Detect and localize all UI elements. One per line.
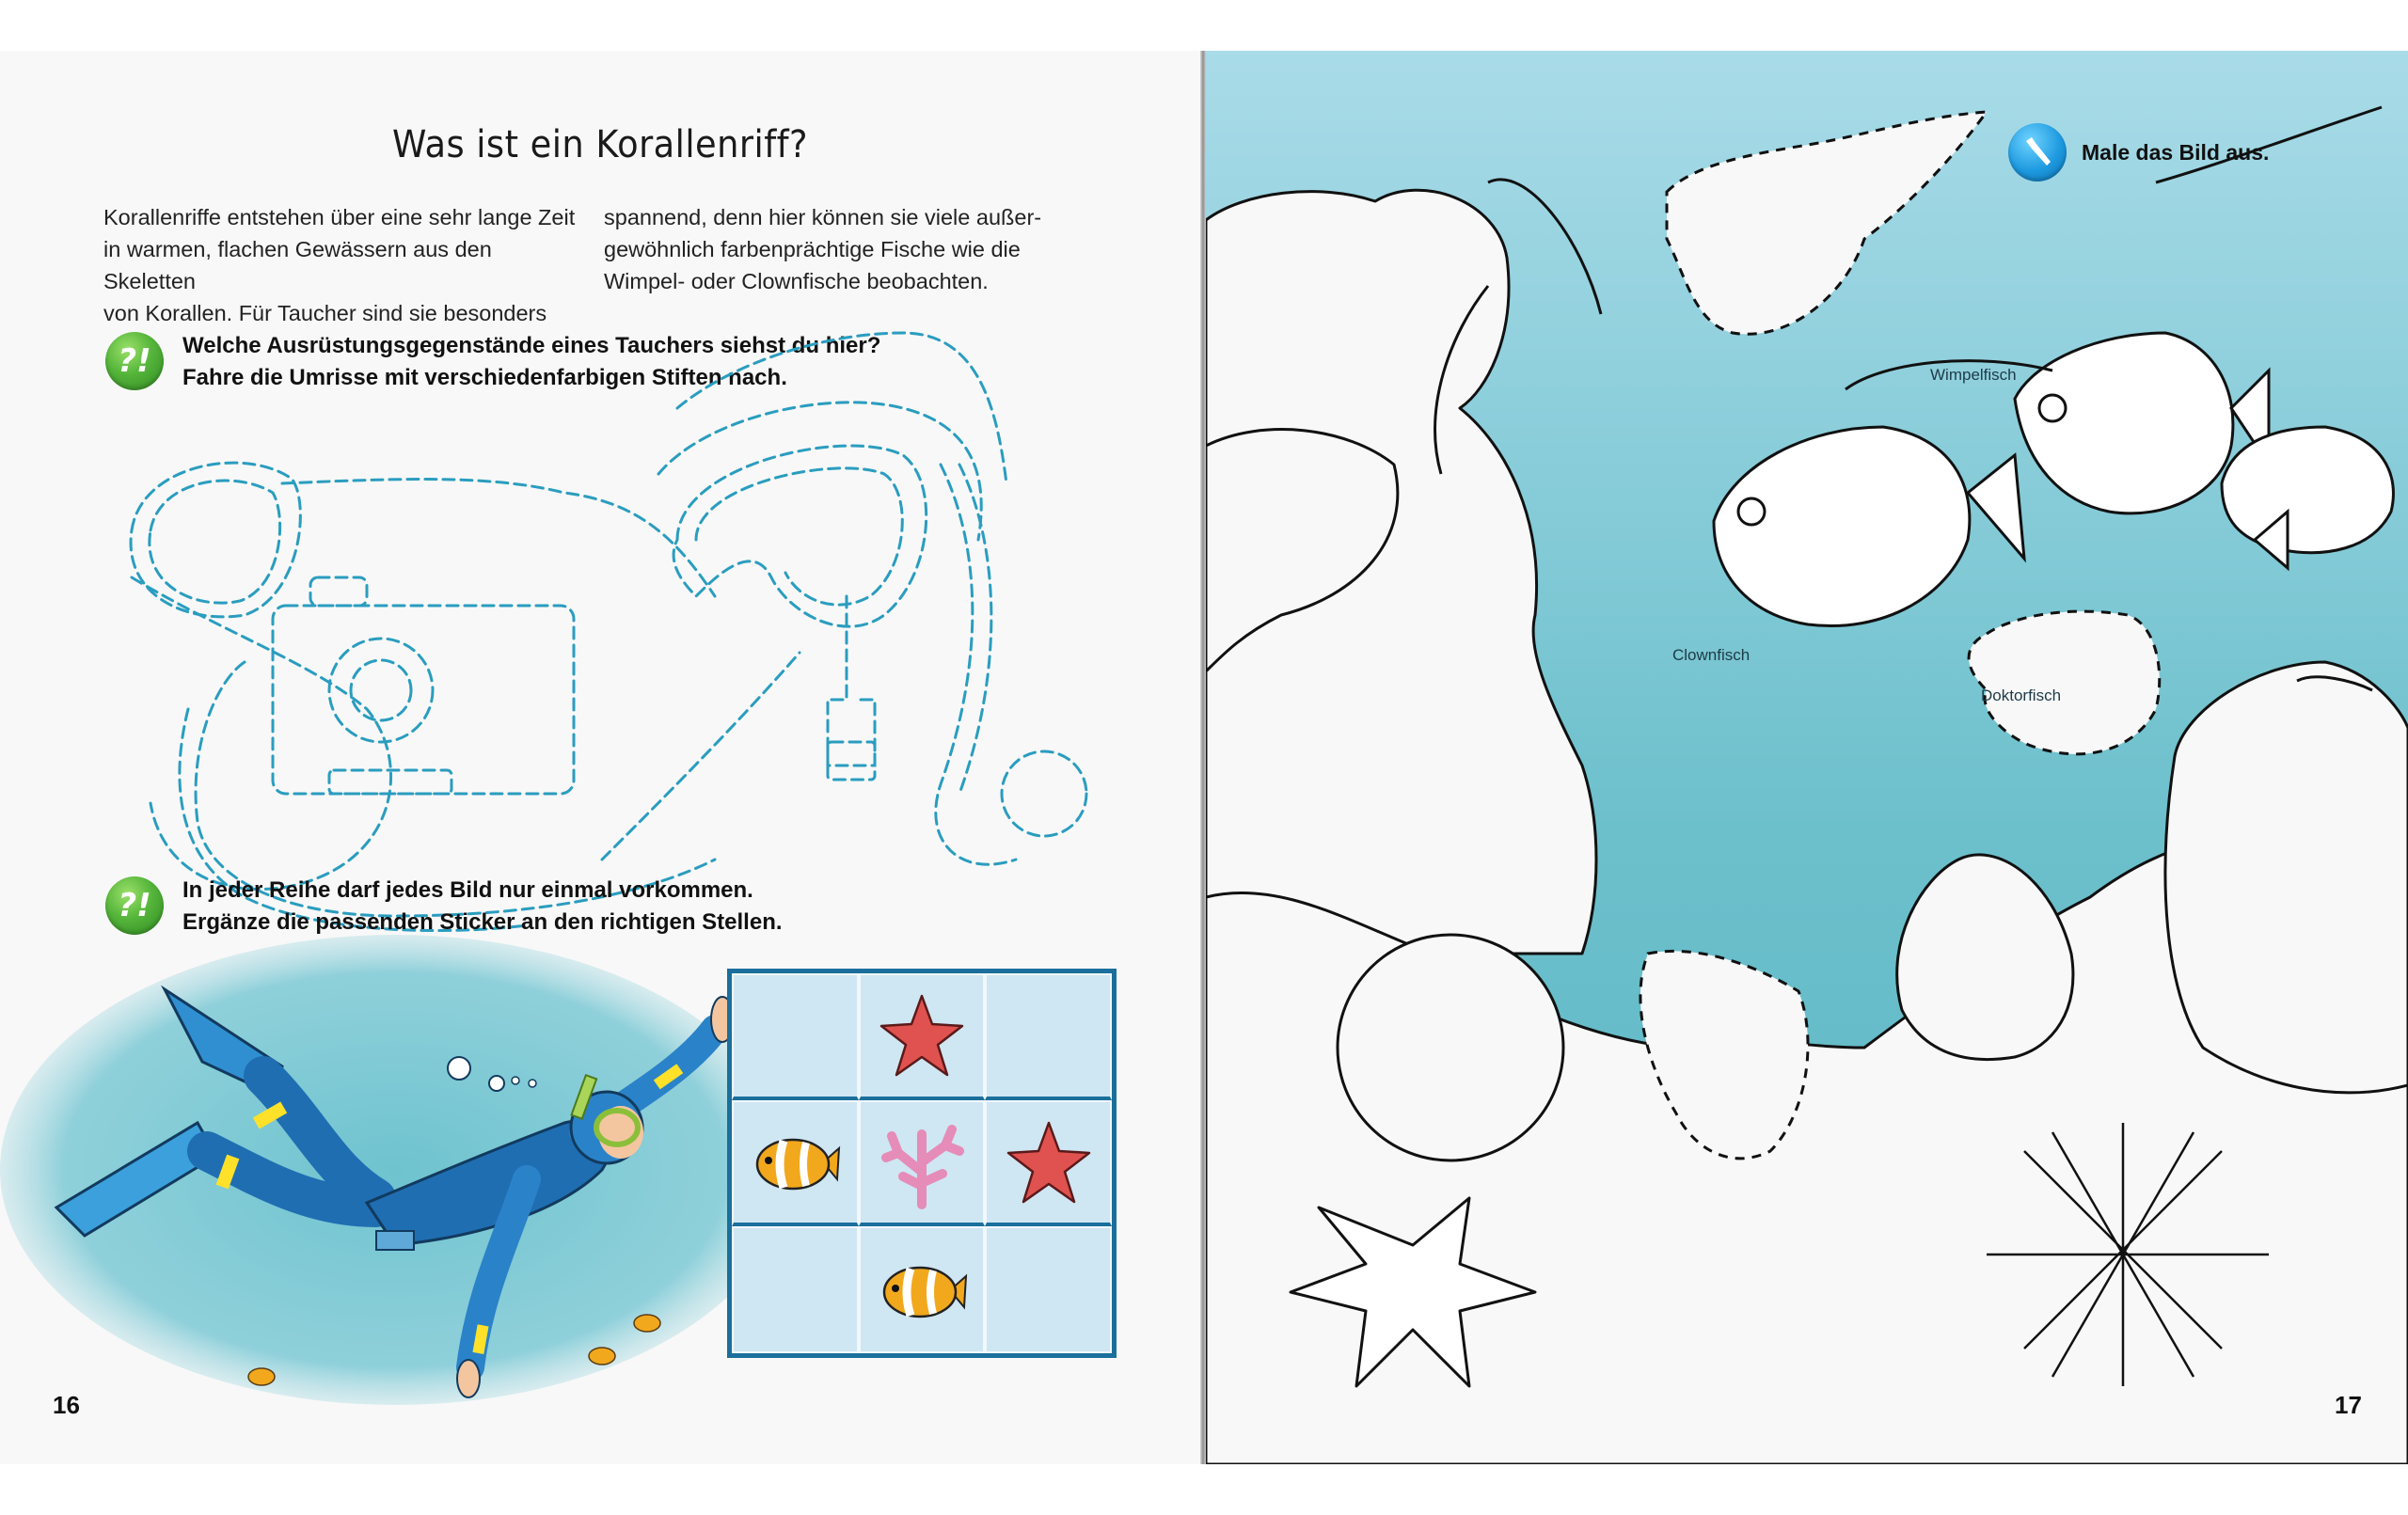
task-line: Welche Ausrüstungsgegenstände eines Tauchers siehst du hier? [182, 333, 881, 358]
paint-instruction-label: Male das Bild aus. [2082, 139, 2270, 165]
grid-cell-clownfish [859, 1226, 986, 1353]
coral-icon [875, 1115, 969, 1209]
task-line: Ergänze die passenden Sticker an den richtigen Stellen. [182, 909, 783, 935]
grid-cell-empty[interactable] [985, 973, 1112, 1100]
task-line: In jeder Reihe darf jedes Bild nur einmal vorkommen. [182, 877, 753, 903]
grid-cell-starfish [859, 973, 986, 1100]
paintbrush-icon [2008, 123, 2067, 181]
intro-line: gewöhnlich farbenprächtige Fische wie die [604, 237, 1021, 261]
question-exclamation-icon: ?! [105, 332, 164, 390]
label-wimpelfisch: Wimpelfisch [1930, 366, 2017, 384]
question-exclamation-icon: ?! [105, 876, 164, 935]
book-spread [0, 51, 2408, 1464]
task-line: Fahre die Umrisse mit verschiedenfarbigen Stiften nach. [182, 365, 787, 390]
paint-instruction [2008, 123, 2269, 181]
grid-cell-empty[interactable] [732, 1226, 859, 1353]
page-number-right: 17 [2335, 1391, 2362, 1419]
grid-cell-coral [859, 1100, 986, 1227]
grid-cell-empty[interactable] [732, 973, 859, 1100]
page-title: Was ist ein Korallenriff? [391, 123, 809, 166]
grid-cell-starfish [985, 1100, 1112, 1227]
label-doktorfisch: Doktorfisch [1981, 686, 2062, 704]
left-page [0, 51, 1200, 1464]
right-page [1206, 51, 2408, 1464]
page-number-left: 16 [53, 1391, 80, 1419]
intro-line: in warmen, flachen Gewässern aus den Skeletten [103, 237, 492, 293]
sticker-sudoku-grid [727, 969, 1117, 1358]
clownfish-icon [748, 1115, 842, 1209]
grid-cell-empty[interactable] [985, 1226, 1112, 1353]
intro-line: von Korallen. Für Taucher sind sie besonders [103, 301, 547, 325]
coloring-reef-illustration[interactable] [1206, 51, 2408, 1464]
intro-line: Korallenriffe entstehen über eine sehr lange Zeit [103, 205, 576, 229]
starfish-icon [1002, 1115, 1096, 1209]
clownfish-icon [875, 1243, 969, 1337]
label-clownfisch: Clownfisch [1672, 646, 1751, 664]
grid-cell-clownfish [732, 1100, 859, 1227]
intro-line: Wimpel- oder Clownfische beobachten. [604, 269, 989, 293]
intro-line: spannend, denn hier können sie viele außer- [604, 205, 1042, 229]
starfish-icon [875, 988, 969, 1082]
